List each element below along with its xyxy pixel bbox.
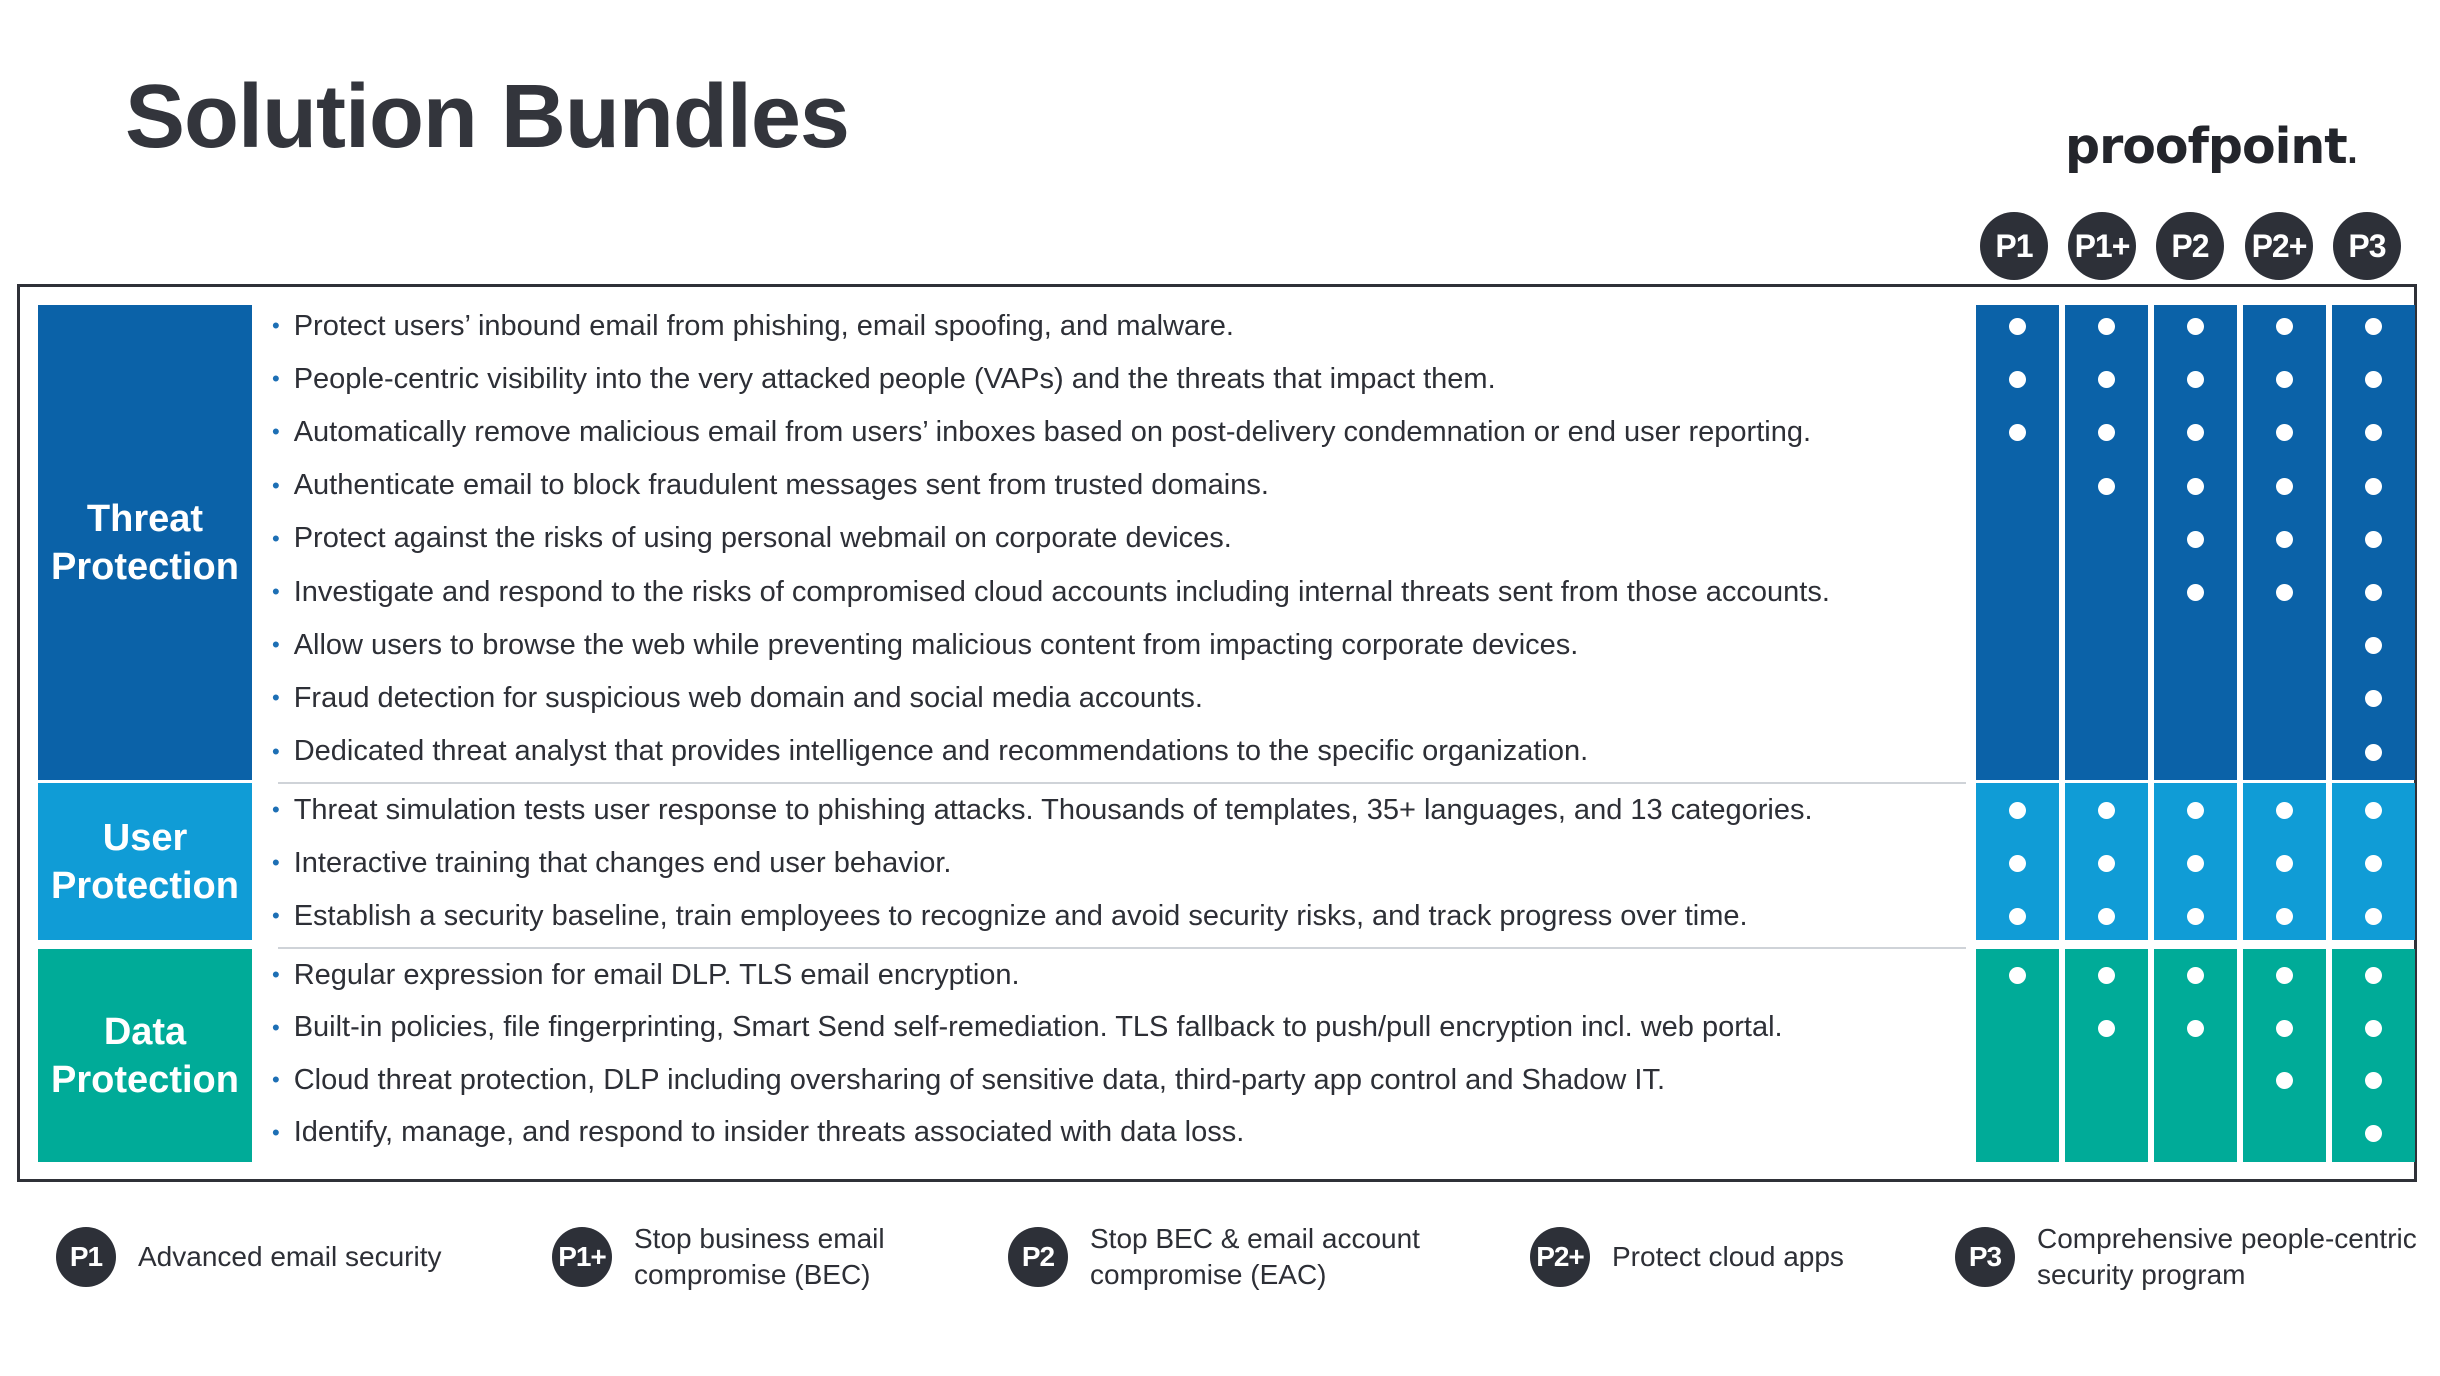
logo-dot: . [2346, 136, 2358, 171]
feature-text: Regular expression for email DLP. TLS email encryption. [293, 958, 1020, 991]
included-dot-icon [2365, 531, 2382, 548]
included-dot-icon [2276, 531, 2293, 548]
legend-badge: P1+ [552, 1227, 612, 1287]
feature-text: Allow users to browse the web while preventing malicious content from impacting corporate devices. [293, 628, 1579, 661]
bullet-icon: • [272, 797, 280, 822]
legend-badge: P2 [1008, 1227, 1068, 1287]
legend-text: Stop BEC & email account compromise (EAC) [1090, 1223, 1420, 1290]
included-dot-icon [2098, 478, 2115, 495]
included-dot-icon [2365, 1020, 2382, 1037]
included-dot-icon [2365, 967, 2382, 984]
logo-wordmark: proofpoint [2065, 118, 2347, 175]
page-title: Solution Bundles [125, 67, 849, 167]
section-label-line: User [102, 816, 188, 859]
feature-row [272, 843, 951, 883]
included-dot-icon [2098, 318, 2115, 335]
included-dot-icon [2187, 855, 2204, 872]
included-dot-icon [2009, 802, 2026, 819]
feature-row [272, 359, 1496, 399]
included-dot-icon [2009, 967, 2026, 984]
feature-text: Dedicated threat analyst that provides intelligence and recommendations to the specific organization. [293, 735, 1589, 768]
included-dot-icon [2187, 967, 2204, 984]
legend-item-p2 [1008, 1224, 1420, 1290]
feature-text: Protect against the risks of using personal webmail on corporate devices. [293, 522, 1232, 555]
section-label-line: Protection [51, 545, 239, 588]
feature-text: Cloud threat protection, DLP including oversharing of sensitive data, third-party app control and Shadow IT. [293, 1063, 1666, 1096]
bullet-icon: • [272, 738, 280, 764]
feature-row [272, 955, 1020, 995]
bullet-icon: • [272, 525, 280, 551]
legend-badge: P3 [1955, 1227, 2015, 1287]
feature-row [272, 412, 1811, 452]
section-label-line: Protection [51, 864, 239, 907]
feature-text: Authenticate email to block fraudulent messages sent from trusted domains. [293, 469, 1269, 502]
included-dot-icon [2098, 855, 2115, 872]
legend-text: Stop business email compromise (BEC) [634, 1223, 885, 1290]
included-dot-icon [2098, 1020, 2115, 1037]
feature-text: People-centric visibility into the very attacked people (VAPs) and the threats that impact them. [293, 362, 1496, 395]
included-dot-icon [2365, 855, 2382, 872]
feature-row [272, 790, 1813, 830]
included-dot-icon [2365, 318, 2382, 335]
included-dot-icon [2276, 967, 2293, 984]
feature-row [272, 625, 1578, 665]
bullet-icon: • [272, 632, 280, 658]
column-header-p2-plus: P2+ [2245, 212, 2313, 280]
feature-text: Interactive training that changes end user behavior. [293, 846, 952, 879]
section-label-text [51, 814, 239, 910]
legend-badge: P1 [56, 1227, 116, 1287]
section-label-user [38, 783, 252, 940]
legend-badge: P2+ [1530, 1227, 1590, 1287]
bullet-icon: • [272, 472, 280, 498]
included-dot-icon [2365, 584, 2382, 601]
section-label-text [51, 1008, 239, 1104]
section-label-threat [38, 305, 252, 780]
bullet-icon: • [272, 850, 280, 875]
feature-row [272, 1008, 1783, 1048]
included-dot-icon [2365, 744, 2382, 761]
proofpoint-logo [2065, 118, 2358, 175]
included-dot-icon [2098, 908, 2115, 925]
legend-item-p3 [1955, 1224, 2417, 1290]
included-dot-icon [2009, 855, 2026, 872]
feature-text: Threat simulation tests user response to phishing attacks. Thousands of templates, 35+ languages, and 13 categories. [293, 793, 1813, 826]
included-dot-icon [2365, 1125, 2382, 1142]
feature-row [272, 466, 1269, 506]
section-divider [278, 782, 1966, 784]
included-dot-icon [2276, 1020, 2293, 1037]
legend-text: Advanced email security [138, 1241, 442, 1272]
included-dot-icon [2098, 802, 2115, 819]
bullet-icon: • [272, 419, 280, 445]
legend-item-p1-plus [552, 1224, 885, 1290]
included-dot-icon [2187, 584, 2204, 601]
feature-row [272, 1060, 1665, 1100]
bullet-icon: • [272, 685, 280, 711]
included-dot-icon [2276, 584, 2293, 601]
included-dot-icon [2187, 1020, 2204, 1037]
column-header-p2: P2 [2156, 212, 2224, 280]
included-dot-icon [2276, 478, 2293, 495]
feature-row [272, 306, 1234, 346]
feature-text: Investigate and respond to the risks of compromised cloud accounts including internal threats sent from those accounts. [293, 575, 1830, 608]
included-dot-icon [2187, 478, 2204, 495]
included-dot-icon [2098, 967, 2115, 984]
feature-text: Establish a security baseline, train employees to recognize and avoid security risks, and track progress over time. [293, 899, 1748, 932]
feature-row [272, 1113, 1244, 1153]
feature-row [272, 732, 1588, 772]
included-dot-icon [2276, 1072, 2293, 1089]
bullet-icon: • [272, 903, 280, 928]
legend-text: Comprehensive people-centric security program [2037, 1223, 2417, 1290]
column-header-p1: P1 [1980, 212, 2048, 280]
bullet-icon: • [272, 366, 280, 392]
included-dot-icon [2187, 318, 2204, 335]
feature-row [272, 519, 1232, 559]
bullet-icon: • [272, 1067, 280, 1092]
bullet-icon: • [272, 579, 280, 604]
bullet-icon: • [272, 962, 280, 987]
section-label-text [51, 495, 239, 591]
included-dot-icon [2009, 318, 2026, 335]
column-header-p1-plus: P1+ [2068, 212, 2136, 280]
included-dot-icon [2187, 531, 2204, 548]
legend-item-p1 [56, 1224, 441, 1290]
feature-text: Built-in policies, file fingerprinting, Smart Send self-remediation. TLS fallback to push/pull encryption incl. web portal. [293, 1011, 1783, 1043]
section-label-line: Protection [51, 1058, 239, 1101]
included-dot-icon [2187, 908, 2204, 925]
included-dot-icon [2276, 855, 2293, 872]
feature-text: Fraud detection for suspicious web domain and social media accounts. [293, 681, 1203, 714]
legend-text: Protect cloud apps [1612, 1241, 1844, 1272]
bullet-icon: • [272, 1014, 280, 1040]
section-label-line: Threat [86, 497, 204, 540]
included-dot-icon [2009, 908, 2026, 925]
bullet-icon: • [272, 313, 280, 338]
included-dot-icon [2365, 802, 2382, 819]
section-label-line: Data [103, 1010, 187, 1053]
included-dot-icon [2276, 802, 2293, 819]
feature-row [272, 572, 1830, 612]
included-dot-icon [2365, 478, 2382, 495]
section-label-data [38, 949, 252, 1162]
feature-text: Protect users’ inbound email from phishing, email spoofing, and malware. [293, 309, 1234, 342]
included-dot-icon [2365, 1072, 2382, 1089]
bullet-icon: • [272, 1119, 280, 1145]
included-dot-icon [2276, 318, 2293, 335]
section-divider [278, 947, 1966, 949]
included-dot-icon [2276, 908, 2293, 925]
feature-row [272, 896, 1748, 936]
feature-text: Identify, manage, and respond to insider threats associated with data loss. [293, 1116, 1245, 1148]
column-header-p3: P3 [2333, 212, 2401, 280]
feature-text: Automatically remove malicious email from users’ inboxes based on post-delivery condemnation or end user reporting. [293, 415, 1812, 448]
legend-item-p2-plus [1530, 1224, 1844, 1290]
included-dot-icon [2365, 908, 2382, 925]
included-dot-icon [2187, 802, 2204, 819]
feature-row [272, 678, 1203, 718]
